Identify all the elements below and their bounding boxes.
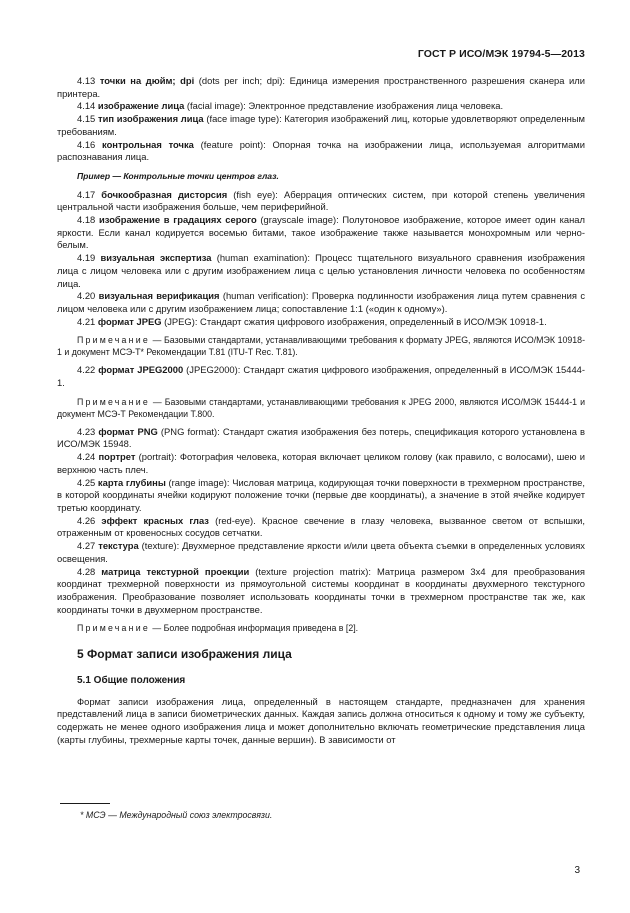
def-text: (range image): Числовая матрица, кодирующая точки поверхности в трехмерном пространстве, в которой координаты ячейки кодируют положение точки (первые две координаты), а значение в этой ячейке кодирует третью координату. bbox=[57, 476, 585, 513]
def-term: формат JPEG2000 bbox=[98, 364, 184, 376]
def-term: точки на дюйм; dpi bbox=[99, 75, 195, 86]
definition-4-27 bbox=[57, 540, 585, 565]
def-text: (feature point): Опорная точка на изображении лица, используемая алгоритмами распознавания лица. bbox=[57, 138, 585, 163]
definition-4-26 bbox=[57, 515, 585, 540]
def-text: (portrait): Фотография человека, которая включает целиком голову (как правило, с волосами), шею и верхнюю часть плеч. bbox=[57, 451, 585, 475]
document-body bbox=[57, 75, 585, 747]
page-number: 3 bbox=[574, 865, 580, 876]
definition-4-17 bbox=[57, 189, 585, 214]
def-number: 4.13 bbox=[77, 75, 96, 86]
def-number: 4.22 bbox=[77, 364, 96, 376]
def-number: 4.23 bbox=[77, 425, 96, 437]
def-number: 4.26 bbox=[77, 514, 96, 526]
def-number: 4.21 bbox=[77, 315, 96, 327]
def-number: 4.28 bbox=[77, 565, 96, 577]
def-number: 4.20 bbox=[77, 290, 96, 302]
note-4-22 bbox=[57, 396, 585, 420]
note-text: — Базовыми стандартами, устанавливающими требования к формату JPEG, являются ИСО/МЭК 10918-1 и документ МСЭ-Т* Рекомендации Т.81 (ITU-T Rec. T.81). bbox=[57, 335, 585, 358]
example-note: Пример — Контрольные точки центров глаз. bbox=[77, 170, 279, 181]
def-text: (facial image): Электронное представление изображения лица человека. bbox=[184, 100, 504, 112]
def-term: бочкообразная дисторсия bbox=[101, 188, 228, 200]
definition-4-19 bbox=[57, 252, 585, 290]
def-term: формат PNG bbox=[98, 425, 158, 437]
def-text: (texture projection matrix): Матрица размером 3x4 для преобразования координат трехмерной поверхности из прямоугольной системы координат в координаты двухмерного текстурного изображения. Преобразование позволяет использовать координаты точки в трехмерном пространстве так же, как координаты точки в двухмерном пространстве. bbox=[57, 565, 585, 615]
def-number: 4.18 bbox=[77, 214, 96, 226]
def-text: (face image type): Категория изображений лиц, которые удовлетворяют определенным требованиям. bbox=[57, 113, 585, 137]
def-text: (human verification): Проверка подлинности изображения лица путем сравнения с лицом человека или с другим изображением лица; сопоставление 1:1 («один к одному»). bbox=[57, 290, 586, 314]
def-term: карта глубины bbox=[97, 476, 166, 488]
definition-4-16 bbox=[57, 139, 585, 164]
def-term: текстура bbox=[98, 540, 139, 552]
note-text: — Базовыми стандартами, устанавливающими требования к JPEG 2000, являются ИСО/МЭК 15444-1 и документ МСЭ-Т Рекомендации Т.800. bbox=[57, 396, 585, 419]
definition-4-23 bbox=[57, 426, 585, 451]
definition-4-20 bbox=[57, 290, 585, 315]
definition-4-13 bbox=[57, 75, 585, 100]
note-4-21 bbox=[57, 334, 585, 358]
def-text: (human examination): Процесс тщательного визуального сравнения изображения лица с лицом человека или с другим изображением лица с целью установления личности человека по особенностям лица. bbox=[57, 252, 585, 289]
def-term: визуальная экспертиза bbox=[100, 252, 212, 264]
def-number: 4.15 bbox=[77, 113, 96, 125]
def-term: матрица текстурной проекции bbox=[101, 565, 250, 577]
def-text: (PNG format): Стандарт сжатия изображения без потерь, спецификация которого установлена в ИСО/МЭК 15948. bbox=[57, 425, 585, 450]
def-text: (red-eye). Красное свечение в глазу человека, вызванное светом от вспышки, отраженным от кровеносных сосудов сетчатки. bbox=[57, 514, 586, 539]
note-label: Примечание bbox=[77, 396, 150, 407]
note-label: Примечание bbox=[77, 623, 150, 634]
def-text: (JPEG): Стандарт сжатия цифрового изображения, определенный в ИСО/МЭК 10918-1. bbox=[161, 315, 547, 327]
def-term: изображение в градациях серого bbox=[99, 214, 257, 226]
def-term: изображение лица bbox=[97, 100, 185, 112]
definition-4-21 bbox=[57, 316, 585, 329]
def-text: (JPEG2000): Стандарт сжатия цифрового изображения, определенный в ИСО/МЭК 15444-1. bbox=[57, 364, 586, 389]
def-number: 4.25 bbox=[77, 476, 96, 488]
section-heading: 5 Формат записи изображения лица bbox=[77, 647, 292, 662]
footnote-divider bbox=[60, 803, 110, 804]
def-text: (grayscale image): Полутоновое изображение, которое имеет один канал яркости. Если канал кодируется восемью битами, такое изображение также называется монохромным или черно-белым. bbox=[57, 214, 585, 251]
def-term: тип изображения лица bbox=[98, 113, 204, 125]
def-number: 4.24 bbox=[77, 451, 96, 463]
def-text: (fish eye): Аберрация оптических систем, при которой степень увеличения центральной части изображения больше, чем периферийной. bbox=[57, 188, 585, 213]
def-number: 4.16 bbox=[77, 138, 96, 150]
subsection-heading: 5.1 Общие положения bbox=[77, 675, 186, 687]
definition-4-28 bbox=[57, 566, 585, 617]
definition-4-15 bbox=[57, 113, 585, 138]
def-term: портрет bbox=[98, 451, 136, 463]
def-text: (texture): Двухмерное представление яркости и/или цвета объекта съемки в определенных условиях освещения. bbox=[57, 540, 585, 564]
definition-4-14 bbox=[57, 100, 585, 113]
def-number: 4.27 bbox=[77, 540, 96, 552]
def-number: 4.17 bbox=[77, 188, 96, 200]
section-paragraph: Формат записи изображения лица, определенный в настоящем стандарте, предназначен для хранения представлений лица в записи биометрических данных. Каждая запись должна относиться к одному и тому же субъекту, содержать не менее одного изображения лица и может дополнительно включать геометрические представления лица (карты глубины, трехмерные карты точек, данные вершин). В зависимости от bbox=[57, 695, 585, 745]
definition-4-18 bbox=[57, 214, 585, 252]
footnote: * МСЭ — Международный союз электросвязи. bbox=[80, 810, 273, 820]
document-header: ГОСТ Р ИСО/МЭК 19794-5—2013 bbox=[417, 48, 585, 60]
def-term: визуальная верификация bbox=[98, 290, 220, 302]
note-text: — Более подробная информация приведена в [2]. bbox=[149, 623, 359, 634]
definition-4-22 bbox=[57, 364, 585, 389]
definition-4-25 bbox=[57, 477, 585, 515]
def-number: 4.14 bbox=[77, 100, 96, 112]
def-number: 4.19 bbox=[77, 252, 96, 264]
note-label: Примечание bbox=[77, 335, 150, 346]
def-text: (dots per inch; dpi): Единица измерения пространственного разрешения сканера или принтера. bbox=[57, 75, 585, 99]
def-term: эффект красных глаз bbox=[101, 514, 209, 526]
note-4-28 bbox=[57, 622, 585, 634]
def-term: контрольная точка bbox=[102, 138, 194, 150]
definition-4-24 bbox=[57, 451, 585, 476]
def-term: формат JPEG bbox=[97, 315, 162, 327]
